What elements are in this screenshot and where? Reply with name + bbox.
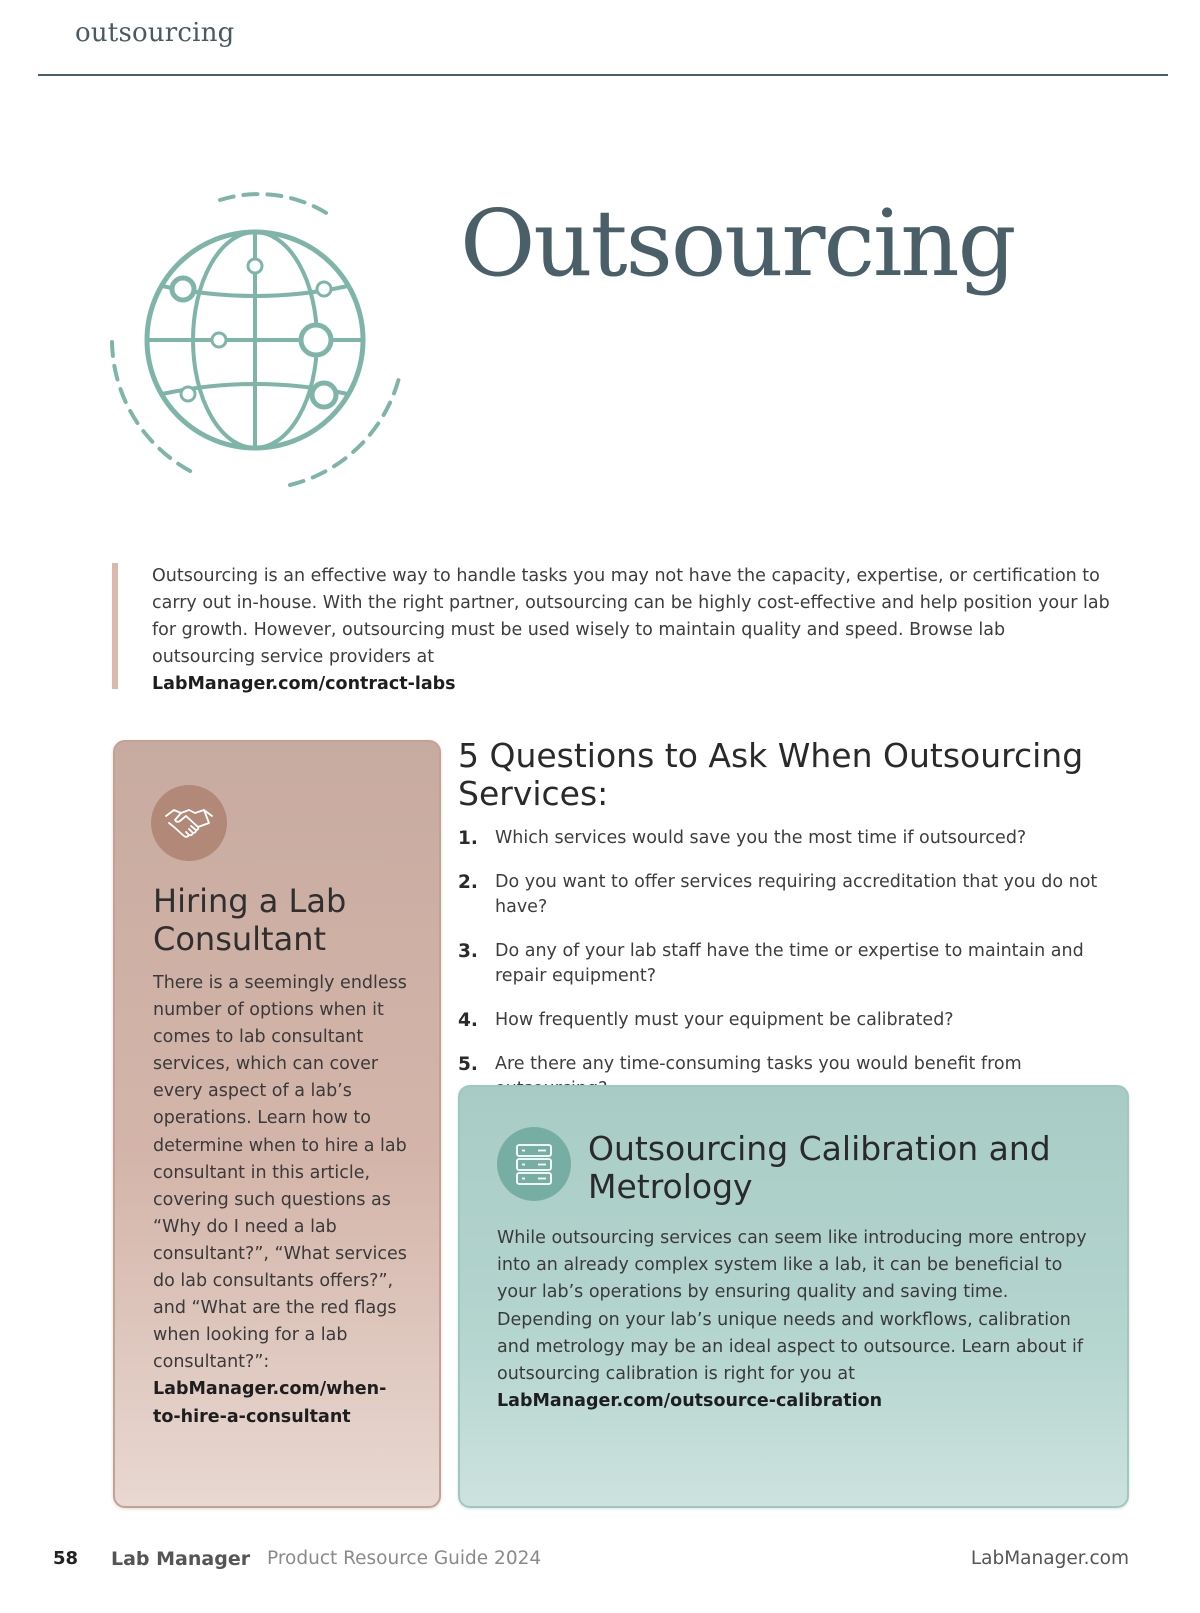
consultant-card xyxy=(113,740,441,1508)
consultant-text: There is a seemingly endless number of options when it comes to lab consultant services, which can cover every aspect of a lab’s operations. Learn how to determine when to hire a lab consultant in this article, covering such questions as “Why do I need a lab consultant?”, “What services do lab consultants offers?”, and “What are the red flags when looking for a lab consultant?”: xyxy=(153,973,407,1373)
globe-network-icon xyxy=(100,190,430,510)
calibration-heading: Outsourcing Calibration and Metrology xyxy=(588,1129,1051,1206)
questions-heading: 5 Questions to Ask When Outsourcing Services: xyxy=(458,736,1084,813)
handshake-icon xyxy=(151,785,227,861)
site-link[interactable]: LabManager.com xyxy=(970,1548,1129,1569)
header-rule xyxy=(38,74,1168,76)
guide-title: Product Resource Guide 2024 xyxy=(267,1548,542,1569)
calibration-card xyxy=(458,1085,1129,1508)
question-number: 2. xyxy=(458,872,478,893)
consultant-heading: Hiring a Lab Consultant xyxy=(153,882,347,958)
brand-name: Lab Manager xyxy=(111,1548,251,1570)
question-text: Do any of your lab staff have the time or expertise to maintain and repair equipment? xyxy=(495,941,1084,986)
question-number: 4. xyxy=(458,1010,478,1031)
question-text: Which services would save you the most time if outsourced? xyxy=(495,828,1027,848)
page-title: Outsourcing xyxy=(460,190,1015,297)
list-item xyxy=(458,826,1108,851)
question-text: How frequently must your equipment be calibrated? xyxy=(495,1010,954,1030)
question-number: 3. xyxy=(458,941,478,962)
calibration-body xyxy=(497,1225,1097,1415)
list-item xyxy=(458,1008,1108,1033)
list-item xyxy=(458,939,1108,989)
server-rack-icon xyxy=(497,1127,571,1201)
consultant-link[interactable]: LabManager.com/when-to-hire-a-consultant xyxy=(153,1379,387,1427)
list-item xyxy=(458,870,1108,920)
consultant-body xyxy=(153,970,408,1431)
intro-text: Outsourcing is an effective way to handle tasks you may not have the capacity, expertise, or certification to carry out in-house. With the right partner, outsourcing can be highly cost-effective and help position your lab for growth. However, outsourcing must be used wisely to maintain quality and speed. Browse lab outsourcing service providers at xyxy=(152,566,1110,667)
calibration-text: While outsourcing services can seem like introducing more entropy into an already complex system like a lab, it can be beneficial to your lab’s operations by ensuring quality and saving time. Depending on your lab’s unique needs and workflows, calibration and metrology may be an ideal aspect to outsource. Learn about if outsourcing calibration is right for you at xyxy=(497,1228,1087,1385)
page-footer xyxy=(0,1548,1200,1578)
running-head: outsourcing xyxy=(75,18,235,48)
question-number: 5. xyxy=(458,1054,478,1075)
question-text: Do you want to offer services requiring accreditation that you do not have? xyxy=(495,872,1098,917)
questions-list xyxy=(458,826,1108,1102)
question-number: 1. xyxy=(458,828,478,849)
calibration-link[interactable]: LabManager.com/outsource-calibration xyxy=(497,1391,883,1412)
contract-labs-link[interactable]: LabManager.com/contract-labs xyxy=(152,674,456,694)
page-number: 58 xyxy=(53,1548,79,1569)
intro-callout xyxy=(112,563,1112,694)
question-text: Are there any time-consuming tasks you would benefit from xyxy=(495,1054,1022,1074)
